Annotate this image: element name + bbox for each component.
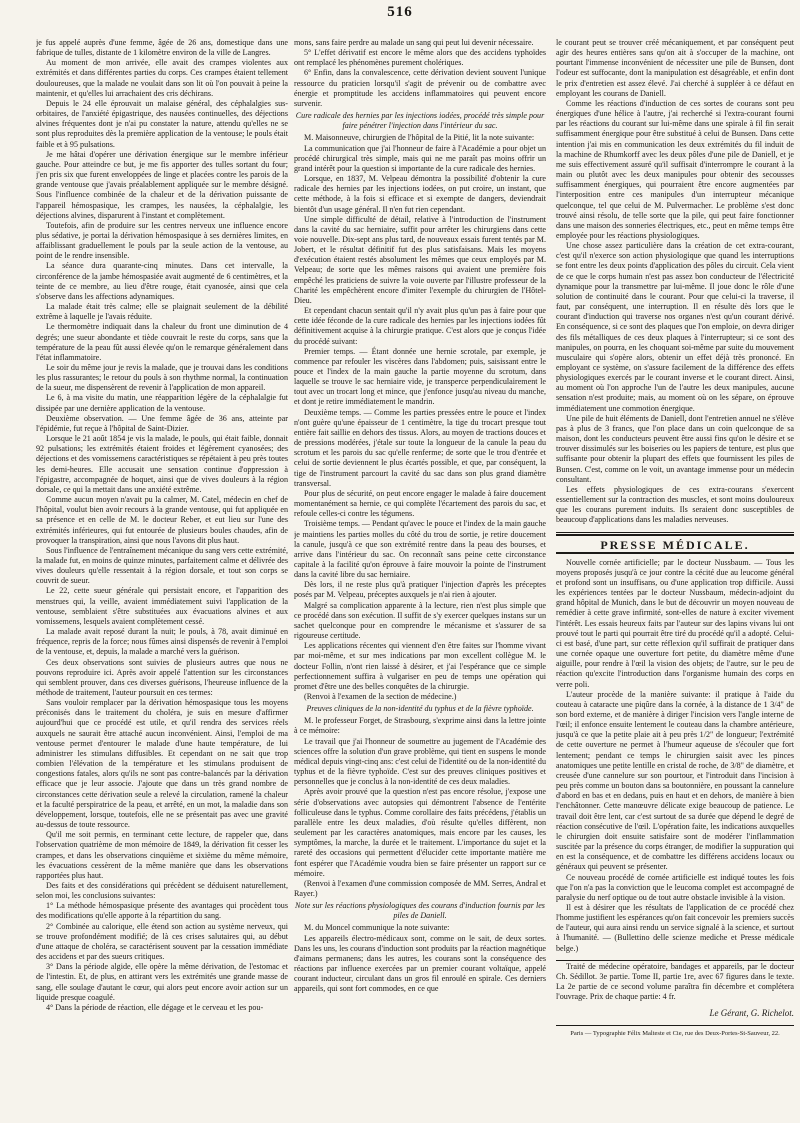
paragraph: Une simple difficulté de détail, relative à l'introduction de l'instrument dans la cavité du sac herniaire, suffit pour arrêter les chirurgiens dans cette voie nouvelle. Dix-sept ans plus tard, de nouveaux essais furent tentés par M. Jobert, et le résultat définitif fut des plus satisfaisans. Mais les moyens d'exécution étaient restés absolument les mêmes que ceux employés par M. Velpeau; de sorte que les mêmes raisons qui avaient une première fois empêché les praticiens de suivre la voie ouverte par l'illustre professeur de la Charité les empêchèrent encore d'imiter l'exemple du chirurgien de l'Hôtel-Dieu.	[294, 214, 546, 305]
paragraph: Sous l'influence de l'entraînement mécanique du sang vers cette extrémité, la malade fut, en moins de quinze minutes, parfaitement calme et délivrée des vives douleurs qu'elle ressentait à la région dorsale, et tout son corps se couvrit de sueur.	[36, 545, 288, 586]
paragraph: Qu'il me soit permis, en terminant cette lecture, de rappeler que, dans l'observation quatrième de mon mémoire de 1849, la dérivation fit cesser les crampes, et dans les observations cinquième et sixième du même mémoire, les évacuations cessèrent de la même manière que dans les observations rapportées plus haut.	[36, 830, 288, 880]
paragraph: le courant peut se trouver créé mécaniquement, et par conséquent peut agir des heures entières sans qu'on ait à s'occuper de la machine, ont pourtant l'immense inconvénient de nécessiter une pile de Bunsen, dont l'odeur est suffocante, dont la manipulation est désagréable, et enfin dont le prix d'entretien est assez élevé. J'ai cherché à suppléer à ce défaut en employant les courans de Daniell.	[556, 38, 794, 98]
paragraph: La malade était très calme; elle se plaignait seulement de la débilité extrême à laquelle je l'avais réduite.	[36, 302, 288, 322]
paragraph: Le 22, cette sueur générale qui persistait encore, et l'apparition des menstrues qui, la veille, avaient immédiatement suivi l'application de la ventouse, semblaient s'être substituées aux évacuations alvines et aux vomissemens, lesquels avaient complètement cessé.	[36, 586, 288, 626]
paragraph: Le 6, à ma visite du matin, une réapparition légère de la céphalalgie fut dissipée par une dernière application de la ventouse.	[36, 393, 288, 413]
paragraph: 4° Dans la période de réaction, elle dégage et le cerveau et les pou-	[46, 1002, 264, 1012]
section-divider	[556, 960, 794, 961]
paragraph: Traité de médecine opératoire, bandages et appareils, par le docteur Ch. Sédillot. 3e partie. Tome II, partie 1re, avec 67 figures dans le texte. La 2e partie de ce second volume paraîtra fin décembre et complétera l'ouvrage. Prix de chaque partie: 4 fr.	[556, 961, 794, 1002]
paragraph: La communication que j'ai l'honneur de faire à l'Académie a pour objet un procédé chirurgical très simple, mais qui ne me paraît pas moins offrir un grand intérêt pour la question si importante de la cure radicale des hernies.	[294, 143, 546, 173]
column-left	[36, 38, 288, 1098]
section-divider	[556, 534, 794, 536]
paragraph: Il est à désirer que les résultats de l'application de ce procédé chez l'homme justifient les espérances qu'on fait concevoir les premiers succès de l'auteur, qui aura ainsi rendu un service signalé à la science, et surtout à l'humanité. — (Bullettino delle scienze mediche et Presse médicale belge.)	[556, 902, 794, 953]
paragraph: Toutefois, afin de produire sur les centres nerveux une influence encore plus sédative, je portai la dérivation hémospasique à ses dernières limites, en affaiblissant graduellement le pouls par la seule action de la ventouse, au point de le rendre insensible.	[36, 220, 288, 261]
page-number: 516	[387, 4, 413, 20]
paragraph: L'auteur procède de la manière suivante: il pratique à l'aide du couteau à cataracte une piqûre dans la cornée, à la distance de 1 3/4" de son bord externe, et de manière à diriger l'incision vers l'angle interne de l'œil; il enfonce ensuite lentement le couteau dans la chambre antérieure, jusqu'à ce que la petite plaie ait à peu près 1/2" de longueur; l'extrémité de cette ouverture ne permet à l'humeur aqueuse de s'écouler que fort lentement; pendant ce temps le chirurgien saisit avec les pinces anatomiques une petite lentille en cristal de roche, de 3/8" de diamètre, et creusée d'une cannelure sur son pourtour, et l'introduit dans l'incision à peu près comme un bouton dans sa boutonnière, en poussant la cannelure d'abord en bas et en dedans, puis en haut et en dehors, de manière à bien l'enchâtonner. Cette manœuvre délicate exige beaucoup de patience. Le travail doit être lent, car c'est surtout de sa durée que dépend le degré de réaction consécutive de l'œil. L'opération faite, les indications auxquelles le chirurgien doit ensuite satisfaire sont de modérer l'inflammation suscitée par la présence du corps étranger, de modifier la suppuration qui en est la conséquence, et de combattre les différens accidens locaux ou généraux qui peuvent se présenter.	[556, 689, 794, 872]
paragraph: Et cependant chacun sentait qu'il n'y avait plus qu'un pas à faire pour que cette idée féconde de la cure radicale des hernies par les injections iodées fût définitivement acquise à la chirurgie pratique. C'est alors que je conçus l'idée du procédé suivant:	[294, 306, 546, 346]
section-divider	[556, 552, 794, 554]
paragraph: Le thermomètre indiquait dans la chaleur du front une diminution de 4 degrés; une sueur abondante et tiède couvrait le reste du corps, sans que la température de la peau fût aussi élevée qu'on le remarque généralement dans l'état inflammatoire.	[36, 322, 288, 362]
paragraph: Après avoir prouvé que la question n'est pas encore résolue, j'expose une série d'observations avec autopsies qui démontrent l'absence de l'entérite folliculeuse dans le typhus. Comme corollaire des faits précédens, j'établis un parallèle entre les deux maladies, d'où résulte qu'elles diffèrent, non seulement par les caractères anatomiques, mais encore par les causes, les symptômes, la marche, la durée et le traitement. L'importance du sujet et la rareté des occasions qui permettent d'élucider cette importante matière me font espérer que l'Académie voudra bien se faire présenter un rapport sur ce mémoire.	[294, 787, 546, 878]
printer-imprint: Paris — Typographie Félix Malteste et Cie, rue des Deux-Portes-St-Sauveur, 22.	[556, 1025, 794, 1039]
paragraph: 3° Dans la période algide, elle opère la même dérivation, de l'estomac et de l'intestin. Et, de plus, en attirant vers les extrémités une grande masse de sang, elle soulage d'autant le cœur, qui alors peut encore avoir action sur un liquide presque coagulé.	[36, 962, 288, 1002]
paragraph: Troisième temps. — Pendant qu'avec le pouce et l'index de la main gauche je maintiens les parties molles du côté du trou de sortie, je retire doucement la canule, jusqu'à ce que son extrémité rentre dans la peau des bourses, et arrive dans l'intérieur du sac. On reconnaît sans peine cette circonstance capitale à la facilité qu'on éprouve à faire mouvoir la pointe de l'instrument dans la cavité libre du sac herniaire.	[294, 519, 546, 580]
paragraph: Sans vouloir remplacer par la dérivation hémospasique tous les moyens préconisés dans le traitement du choléra, je suis en mesure d'affirmer aujourd'hui que ce procédé est utile, et qu'il rendra des services réels auxquels ne saurait être attaché aucun inconvénient. Ainsi, l'emploi de ma ventouse permet d'entourer le malade d'une haute température, de lui administrer les stimulans diffusibles. Et cependant on ne sait que trop combien l'élévation de la température et les stimulans produisent de congestions fatales, alors qu'ils ne sont pas contre-balancés par la dérivation efficace que je leur associe. J'ajoute que dans un très grand nombre de circonstances cette dérivation seule a relevé la circulation, ramené la chaleur et la faculté perspiratrice de la peau, et arrêté, en un mot, la maladie dans son développement, lorsque, toutefois, elle ne se présentait pas avec une gravité au-dessus de toute ressource.	[36, 698, 288, 830]
paragraph: Une pile de huit éléments de Daniell, dont l'entretien annuel ne s'élève pas à plus de 3 francs, que l'on place dans un coin quelconque de sa maison, dont les conducteurs peuvent être aussi fins qu'on le désire et se trouver dissimulés sur les boiseries ou les papiers de tenture, est plus que suffisante pour obtenir la plupart des effets que fournissent les piles de Bunsen. C'est, comme on le voit, un avantage immense pour un médecin consultant.	[556, 413, 794, 484]
paragraph: 6° Enfin, dans la convalescence, cette dérivation devient souvent l'unique ressource du praticien lorsqu'il s'agit de prévenir ou de combattre avec énergie et promptitude les accidens inflammatoires qui peuvent encore survenir.	[294, 68, 546, 108]
article-heading: Note sur les réactions physiologiques des courans d'induction fournis par les piles de Daniell.	[295, 901, 545, 921]
paragraph: Premier temps. — Étant donnée une hernie scrotale, par exemple, je commence par refouler les viscères dans l'abdomen; puis, saisissant entre le pouce et l'index de la main gauche la partie moyenne du scrotum, dans laquelle se trouve le sac herniaire vide, je transperce perpendiculairement le tout avec un trocart long et mince, que j'enfonce jusqu'au niveau du manche, et dont je retire immédiatement le mandrin.	[294, 346, 546, 407]
paragraph: Lorsque, en 1837, M. Velpeau démontra la possibilité d'obtenir la cure radicale des hernies par les injections iodées, on put croire, un instant, que cette méthode, à la fois si efficace et si exempte de dangers, deviendrait bientôt d'un usage général. Il n'en fut rien cependant.	[294, 174, 546, 214]
paragraph: Des faits et des considérations qui précèdent se déduisent naturellement, selon moi, les conclusions suivantes:	[36, 880, 288, 901]
section-title: PRESSE MÉDICALE.	[600, 537, 750, 552]
paragraph: La séance dura quarante-cinq minutes. Dans cet intervalle, la circonférence de la jambe hémospasiée avait augmenté de 6 centimètres, et la teinte de ce membre, au lieu d'être rouge, était cyanosée, ainsi que cela s'observe dans les affections adynamiques.	[36, 261, 288, 301]
paragraph: Ce nouveau procédé de cornée artificielle est indiqué toutes les fois que l'on n'a pas la conviction que le leucoma complet est accompagné de paralysie du nerf optique ou de tout autre obstacle invisible à la vision.	[556, 872, 794, 902]
article-heading: Cure radicale des hernies par les injections iodées, procédé très simple pour faire pénétrer l'injection dans l'intérieur du sac.	[295, 111, 545, 131]
paragraph: Pour plus de sécurité, on peut encore engager le malade à faire doucement momentanément sa hernie, ce qui complète l'écartement des parois du sac, et refoule celles-ci contre les tégumens.	[294, 488, 546, 519]
paragraph: 2° Combinée au calorique, elle étend son action au système nerveux, qui se trouve profondément modifié; de là ces crises salutaires qui, au début d'une attaque de choléra, se caractérisent souvent par la cessation immédiate des accidens et par des sueurs critiques.	[36, 921, 288, 962]
column-right	[556, 38, 794, 1098]
section-divider	[556, 532, 794, 533]
paragraph: 5° L'effet dérivatif est encore le même alors que des accidens typhoïdes ont remplacé les phénomènes purement cholériques.	[294, 48, 546, 68]
paragraph: M. Maisonneuve, chirurgien de l'hôpital de la Pitié, lit la note suivante:	[304, 133, 535, 143]
paragraph: Nouvelle cornée artificielle; par le docteur Nussbaum. — Tous les moyens proposés jusqu'à ce jour contre la cécité due au leucome général et profond sont un insuffisans, ou d'une application trop difficile. Aussi les expériences tentées par le docteur Nussbaum, médecin-adjoint du grand hôpital de Munich, dans le but de découvrir un moyen nouveau de remédier à cette grave infirmité, sont-elles de nature à exciter vivement l'intérêt. Les essais heureux faits par l'auteur sur des lapins vivans lui ont prouvé tout le parti qui pourrait être tiré du procédé qu'il a adopté. Celui-ci est basé, d'une part, sur cette réflexion qu'il suffirait de pratiquer dans une cornée opaque une ouverture fort petite, du diamètre même d'une aiguille, pour rendre à l'œil la vision des objets; de l'autre, sur le peu de réaction qu'excite l'introduction dans l'organisme humain des corps en verre poli.	[556, 557, 794, 689]
paragraph: Les effets physiologiques de ces extra-courans s'exercent essentiellement sur la contraction des muscles, et sont moins douloureux que les courans purement induits. Ils seraient donc susceptibles de beaucoup d'applications dans les maladies nerveuses.	[556, 484, 794, 525]
paragraph: Depuis le 24 elle éprouvait un malaise général, des céphalalgies sus-orbitaires, de l'anxiété épigastrique, des nausées continuelles, des déjections alvines fréquentes dont je n'ai pu constater la nature, attendu qu'elles ne se sont plus reproduites dès la première application de la ventouse; le pouls était faible et à 95 pulsations.	[36, 98, 288, 149]
paragraph: Malgré sa complication apparente à la lecture, rien n'est plus simple que ce procédé dans son exécution. Il suffit de s'y exercer quelques instans sur un sachet quelconque pour en comprendre le mécanisme et s'assurer de sa rigoureuse certitude.	[294, 600, 546, 641]
paragraph: M. le professeur Forget, de Strasbourg, s'exprime ainsi dans la lettre jointe à ce mémoire:	[294, 716, 546, 736]
paragraph: Je me hâtai d'opérer une dérivation énergique sur le membre inférieur gauche. Pour atteindre ce but, je me fis apporter des tulles sortant du four; j'en pris six que furent enveloppées de linge et placées contre les parois de la grande ventouse que j'avais préalablement appliquée sur le membre désigné. Sous l'influence combinée de la chaleur et de la dérivation puissante de l'appareil hémospasique, les crampes, les nausées, la céphalalgie, les déjections alvines, disparurent à l'instant et complètement.	[36, 149, 288, 220]
paragraph: 1° La méthode hémospasique présente des avantages qui procèdent tous des modifications qu'elle apporte à la répartition du sang.	[36, 901, 288, 921]
paragraph: Les applications récentes qui viennent d'en être faites sur l'homme vivant par moi-même, et sur mes indications par mon excellent collègue M. le docteur Follin, n'ont rien laissé à désirer, et j'ai l'espérance que ce simple perfectionnement suffira à vulgariser en peu de temps une opération qui promet d'être une des belles conquêtes de la chirurgie.	[294, 641, 546, 691]
paragraph: Lorsque le 21 août 1854 je vis la malade, le pouls, qui était faible, donnait 92 pulsations; les extrémités étaient froides et légèrement cyanosées; des déjections et des vomissemens caractéristiques se répétaient à peu près toutes les demi-heures. Elle accusait une sensation continue d'oppression à l'épigastre, accompagnée de hoquet, ainsi que de vives douleurs à la région dorsale, ce qui la mettait dans une anxiété extrême.	[36, 434, 288, 494]
paragraph: Deuxième temps. — Comme les parties pressées entre le pouce et l'index n'ont guère qu'une épaisseur de 1 centimètre, la tige du trocart presque tout entière fait saillie en dehors des tissus. Alors, au moyen de tractions douces et de pressions modérées, j'étale sur toute la longueur de la canule la peau du scrotum et les parois du sac qu'elle renferme; de sorte que le trou d'entrée et celui de sortie deviennent le plus écartés possible, et que, par conséquent, la tige de l'instrument parcourt la cavité du sac dans son plus grand diamètre transversal.	[294, 407, 546, 488]
paragraph: Le soir du même jour je revis la malade, que je trouvai dans les conditions les plus rassurantes; le retour du pouls à son rhythme normal, la continuation de la sueur, me dispensèrent de revenir à l'application de mon appareil.	[36, 363, 288, 393]
paragraph: mons, sans faire perdre au malade un sang qui peut lui devenir nécessaire.	[294, 38, 534, 47]
paragraph: Les appareils électro-médicaux sont, comme on le sait, de deux sortes. Dans les uns, les courans d'induction sont produits par la réaction magnétique d'aimans permanens; dans les autres, les courans sont la conséquence des réactions par influence exercées par un premier courant voltaïque, appelé courant inducteur, circulant dans un gros fil enroulé en spirale. Ces derniers appareils, qui sont fort commodes, en ce que	[294, 933, 546, 994]
paragraph: Dès lors, il ne reste plus qu'à pratiquer l'injection d'après les préceptes posés par M. Velpeau, préceptes auxquels je n'ai rien à ajouter.	[294, 580, 546, 600]
signature: Le Gérant, G. Richelot.	[709, 1008, 794, 1019]
paragraph: M. du Moncel communique la note suivante:	[304, 923, 450, 933]
paragraph: Une chose assez particulière dans la création de cet extra-courant, c'est qu'il n'exerce son action physiologique que quand les interruptions se font entre les deux points d'application des pôles du circuit. Cela vient de ce que le corps humain n'est pas assez bon conducteur de l'électricité dynamique pour la transmettre par lui-même. Il joue donc le rôle d'une solution de continuité dans le courant. Pour que celui-ci la traverse, il faut, par conséquent, une interruption. Il en résulte dès lors que le courant d'induction qui traverse nos organes n'est qu'un courant dérivé. En conséquence, si ce sont des plaques que l'on emploie, on devra diriger des fils métalliques de ces deux plaques à l'interrupteur; si ce sont des manipules, on pourra, en les choquant soi-même par suite du mouvement musculaire qui s'opère alors, obtenir un effet déjà très prononcé. En employant ce système, on s'assure facilement de la différence des effets physiologiques exercés par le courant inverse et le courant direct. Ainsi, au moment où l'on approche l'un de l'autre les deux manipules, aucune sensation n'est produite; mais, au moment où on les sépare, on éprouve immédiatement une commotion énergique.	[556, 241, 794, 413]
paragraph: Comme aucun moyen n'avait pu la calmer, M. Catel, médecin en chef de l'hôpital, voulut bien avoir recours à la grande ventouse, qui fut appliquée en sa présence et en celle de M. le docteur Reber, et eut lieu sur l'une des extrémités inférieures, qui fut entourée de plusieurs boules chaudes, afin de provoquer la transpiration, ainsi que nous l'avons dit plus haut.	[36, 495, 288, 545]
paragraph: (Renvoi à l'examen de la section de médecine.)	[304, 692, 457, 701]
paragraph: je fus appelé auprès d'une femme, âgée de 26 ans, domestique dans une fabrique de tulles, distante de 1 kilomètre environ de la ville de Langres.	[36, 38, 288, 58]
paragraph: La malade avait reposé durant la nuit; le pouls, à 78, avait diminué en fréquence, repris de la force; nous fûmes ainsi dispensés de revenir à l'emploi de la ventouse, et, depuis, la malade a marché vers la guérison.	[36, 627, 288, 657]
paragraph: Comme les réactions d'induction de ces sortes de courans sont peu énergiques d'une hélice à l'autre, j'ai recherché si l'extra-courant fourni par les réactions du courant sur lui-même dans une spirale à fil fin serait suffisamment énergique pour être substitué à celui de Bunsen. Dans cette intention j'ai mis en communication les deux extrémités du fil induit de la machine de Rhumkorff avec les deux pôles d'une pile de Daniell, et je me suis effectivement assuré qu'il suffisait d'interrompre le courant à la main ou plutôt avec les deux manipules pour obtenir des secousses suffisamment énergiques, qui pourraient être encore augmentées par l'interposition entre ces manipules d'un interrupteur mécanique quelconque, tel que celui de M. Pulvermacher. Le problème s'est donc trouvé ainsi résolu, de telle sorte que la pile, qui peut faire fonctionner dans une maison des sonneries électriques, etc., peut en même temps être employée pour les réactions physiologiques.	[556, 98, 794, 240]
paragraph: Au moment de mon arrivée, elle avait des crampes violentes aux extrémités et dans différentes parties du corps. Ces crampes étaient tellement douloureuses, que la malade ne voulait dans son lit où l'on pouvait à peine la maintenir, et qu'elles lui arrachaient des cris déchirans.	[36, 58, 288, 98]
column-middle	[294, 38, 546, 1098]
paragraph: Le travail que j'ai l'honneur de soumettre au jugement de l'Académie des sciences offre la solution d'un grave problème, qui tient en suspens le monde médical depuis vingt-cinq ans: c'est celui de l'identité ou de la non-identité du typhus et de la fièvre typhoïde. C'est sur des preuves cliniques positives et personnelles que je conclus à la non-identité de ces deux maladies.	[294, 736, 546, 787]
paragraph: Deuxième observation. — Une femme âgée de 36 ans, atteinte par l'épidémie, fut reçue à l'hôpital de Saint-Dizier.	[36, 413, 288, 433]
paragraph: (Renvoi à l'examen d'une commission composée de MM. Serres, Andral et Rayer.)	[294, 878, 546, 898]
article-heading: Preuves cliniques de la non-identité du typhus et de la fièvre typhoïde.	[306, 704, 534, 714]
paragraph: Ces deux observations sont suivies de plusieurs autres que nous ne pouvons reproduire ici. Après avoir appelé l'attention sur les circonstances qui semblent prouver, dans ces diverses guérisons, l'heureuse influence de la méthode de traitement, l'auteur poursuit en ces termes:	[36, 657, 288, 697]
